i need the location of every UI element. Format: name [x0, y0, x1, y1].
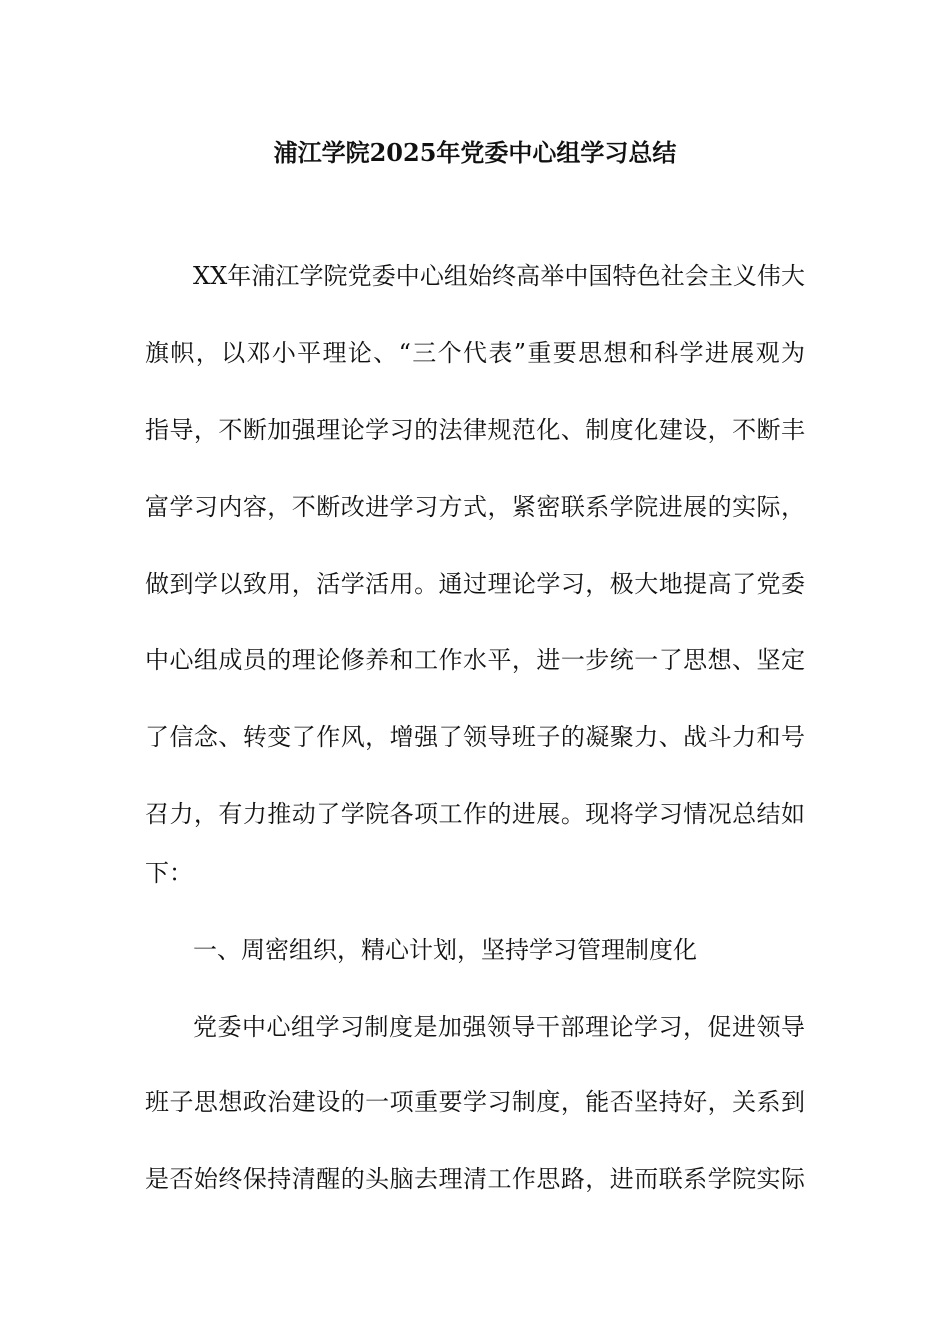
paragraph-1-line-5: 做到学以致用，活学活用。通过理论学习，极大地提高了党委 [145, 570, 805, 598]
paragraph-1-line-7: 了信念、转变了作风，增强了领导班子的凝聚力、战斗力和号 [145, 723, 805, 751]
paragraph-1-line-4: 富学习内容，不断改进学习方式，紧密联系学院进展的实际， [145, 493, 805, 521]
paragraph-1-line-2: 旗帜，以邓小平理论、“三个代表”重要思想和科学进展观为 [145, 339, 805, 367]
paragraph-2-line-2: 班子思想政治建设的一项重要学习制度，能否坚持好，关系到 [145, 1088, 805, 1116]
paragraph-2-line-1: 党委中心组学习制度是加强领导干部理论学习，促进领导 [193, 1013, 805, 1041]
document-title: 浦江学院2025年党委中心组学习总结 [273, 138, 677, 167]
paragraph-1-line-9: 下： [145, 859, 193, 887]
paragraph-1-line-1: XX年浦江学院党委中心组始终高举中国特色社会主义伟大 [193, 262, 805, 290]
paragraph-1-line-8: 召力，有力推动了学院各项工作的进展。现将学习情况总结如 [145, 800, 805, 828]
paragraph-1-line-6: 中心组成员的理论修养和工作水平，进一步统一了思想、坚定 [145, 646, 805, 674]
paragraph-1-line-3: 指导，不断加强理论学习的法律规范化、制度化建设，不断丰 [145, 416, 805, 444]
paragraph-2-line-3: 是否始终保持清醒的头脑去理清工作思路，进而联系学院实际 [145, 1165, 805, 1193]
section-heading-1: 一、周密组织，精心计划，坚持学习管理制度化 [193, 936, 697, 964]
